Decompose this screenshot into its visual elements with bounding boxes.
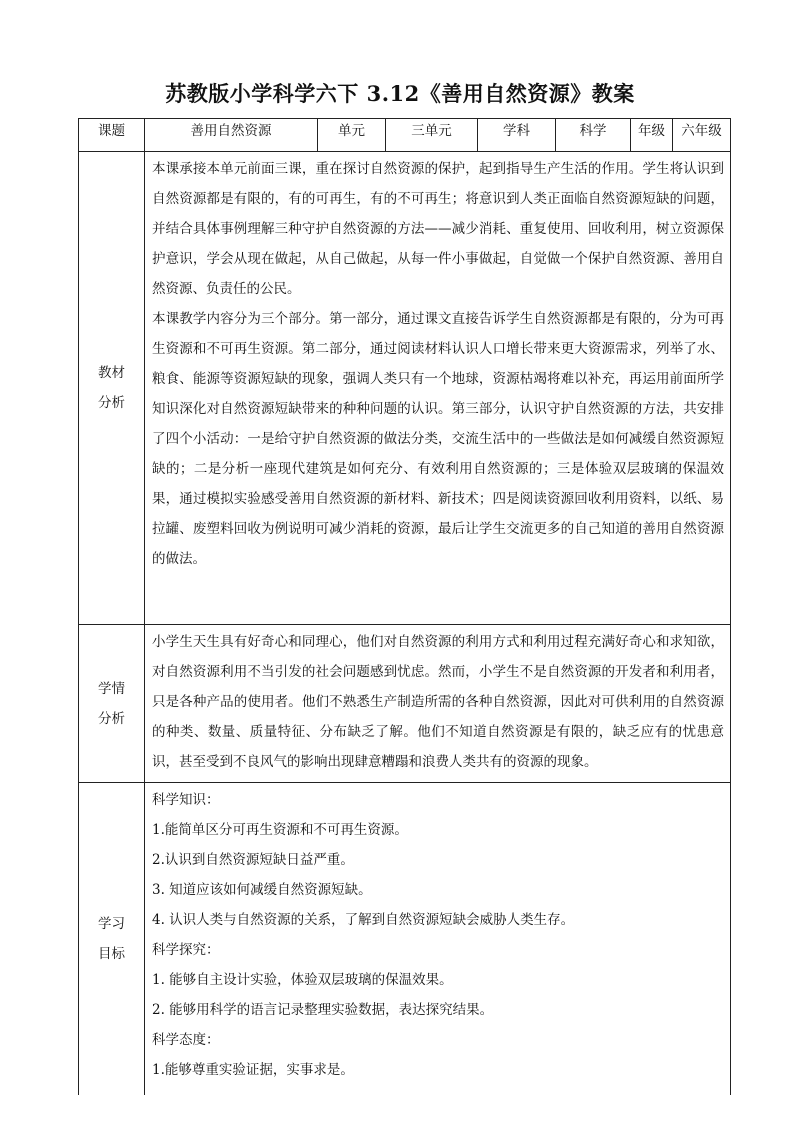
student-analysis-content bbox=[145, 625, 731, 783]
goal-line: 1.能够尊重实验证据，实事求是。 bbox=[152, 1062, 354, 1078]
goal-line: 2.认识到自然资源短缺日益严重。 bbox=[152, 852, 354, 868]
goal-line: 1. 能够自主设计实验，体验双层玻璃的保温效果。 bbox=[152, 972, 453, 988]
material-analysis-label: 教材 分析 bbox=[79, 152, 145, 625]
student-analysis-row bbox=[79, 625, 731, 783]
lesson-plan-table bbox=[78, 118, 731, 1095]
subject-label: 学科 bbox=[478, 119, 556, 152]
grade-value: 六年级 bbox=[673, 119, 731, 152]
header-row bbox=[79, 119, 731, 152]
goal-line: 科学探究： bbox=[152, 942, 220, 958]
learning-goals-label: 学习 目标 bbox=[79, 783, 145, 1096]
student-analysis-label: 学情 分析 bbox=[79, 625, 145, 783]
goal-line: 4. 认识人类与自然资源的关系，了解到自然资源短缺会威胁人类生存。 bbox=[152, 912, 575, 928]
learning-goals-row bbox=[79, 783, 731, 1096]
student-paragraph: 小学生天生具有好奇心和同理心，他们对自然资源的利用方式和利用过程充满好奇心和求知欲，对自然资源利用不当引发的社会问题感到忧虑。然而，小学生不是自然资源的开发者和利用者，只是各种产品的使用者。他们不熟悉生产制造所需的各种自然资源，因此对可供利用的自然资源的种类、数量、质量特征、分布缺乏了解。他们不知道自然资源是有限的，缺乏应有的忧患意识，甚至受到不良风气的影响出现肆意糟蹋和浪费人类共有的资源的现象。 bbox=[152, 634, 724, 770]
material-analysis-row bbox=[79, 152, 731, 625]
unit-label: 单元 bbox=[318, 119, 386, 152]
goal-line: 2. 能够用科学的语言记录整理实验数据，表达探究结果。 bbox=[152, 1002, 494, 1018]
subject-value: 科学 bbox=[556, 119, 631, 152]
unit-value: 三单元 bbox=[386, 119, 478, 152]
goal-line: 1.能简单区分可再生资源和不可再生资源。 bbox=[152, 822, 408, 838]
page-title: 苏教版小学科学六下 3.12《善用自然资源》教案 bbox=[165, 81, 635, 106]
goal-line: 3. 知道应该如何减缓自然资源短缺。 bbox=[152, 882, 372, 898]
material-paragraph-1: 本课承接本单元前面三课，重在探讨自然资源的保护，起到指导生产生活的作用。学生将认识到自然资源都是有限的，有的可再生，有的不可再生；将意识到人类正面临自然资源短缺的问题，并结合具体事例理解三种守护自然资源的方法——减少消耗、重复使用、回收利用，树立资源保护意识，学会从现在做起，从自己做起，从每一件小事做起，自觉做一个保护自然资源、善用自然资源、负责任的公民。 bbox=[152, 161, 724, 297]
topic-label: 课题 bbox=[79, 119, 145, 152]
topic-value: 善用自然资源 bbox=[145, 119, 318, 152]
goal-line: 科学态度： bbox=[152, 1032, 220, 1048]
learning-goals-content bbox=[145, 783, 731, 1096]
goal-line: 科学知识： bbox=[152, 792, 220, 808]
material-paragraph-2: 本课教学内容分为三个部分。第一部分，通过课文直接告诉学生自然资源都是有限的，分为可再生资源和不可再生资源。第二部分，通过阅读材料认识人口增长带来更大资源需求，列举了水、粮食、能源等资源短缺的现象，强调人类只有一个地球，资源枯竭将难以补充，再运用前面所学知识深化对自然资源短缺带来的种种问题的认识。第三部分，认识守护自然资源的方法，共安排了四个小活动：一是给守护自然资源的做法分类，交流生活中的一些做法是如何减缓自然资源短缺的；二是分析一座现代建筑是如何充分、有效利用自然资源的；三是体验双层玻璃的保温效果，通过模拟实验感受善用自然资源的新材料、新技术；四是阅读资源回收利用资料，以纸、易拉罐、废塑料回收为例说明可减少消耗的资源，最后让学生交流更多的自己知道的善用自然资源的做法。 bbox=[152, 311, 724, 567]
material-analysis-content bbox=[145, 152, 731, 625]
grade-label: 年级 bbox=[631, 119, 673, 152]
